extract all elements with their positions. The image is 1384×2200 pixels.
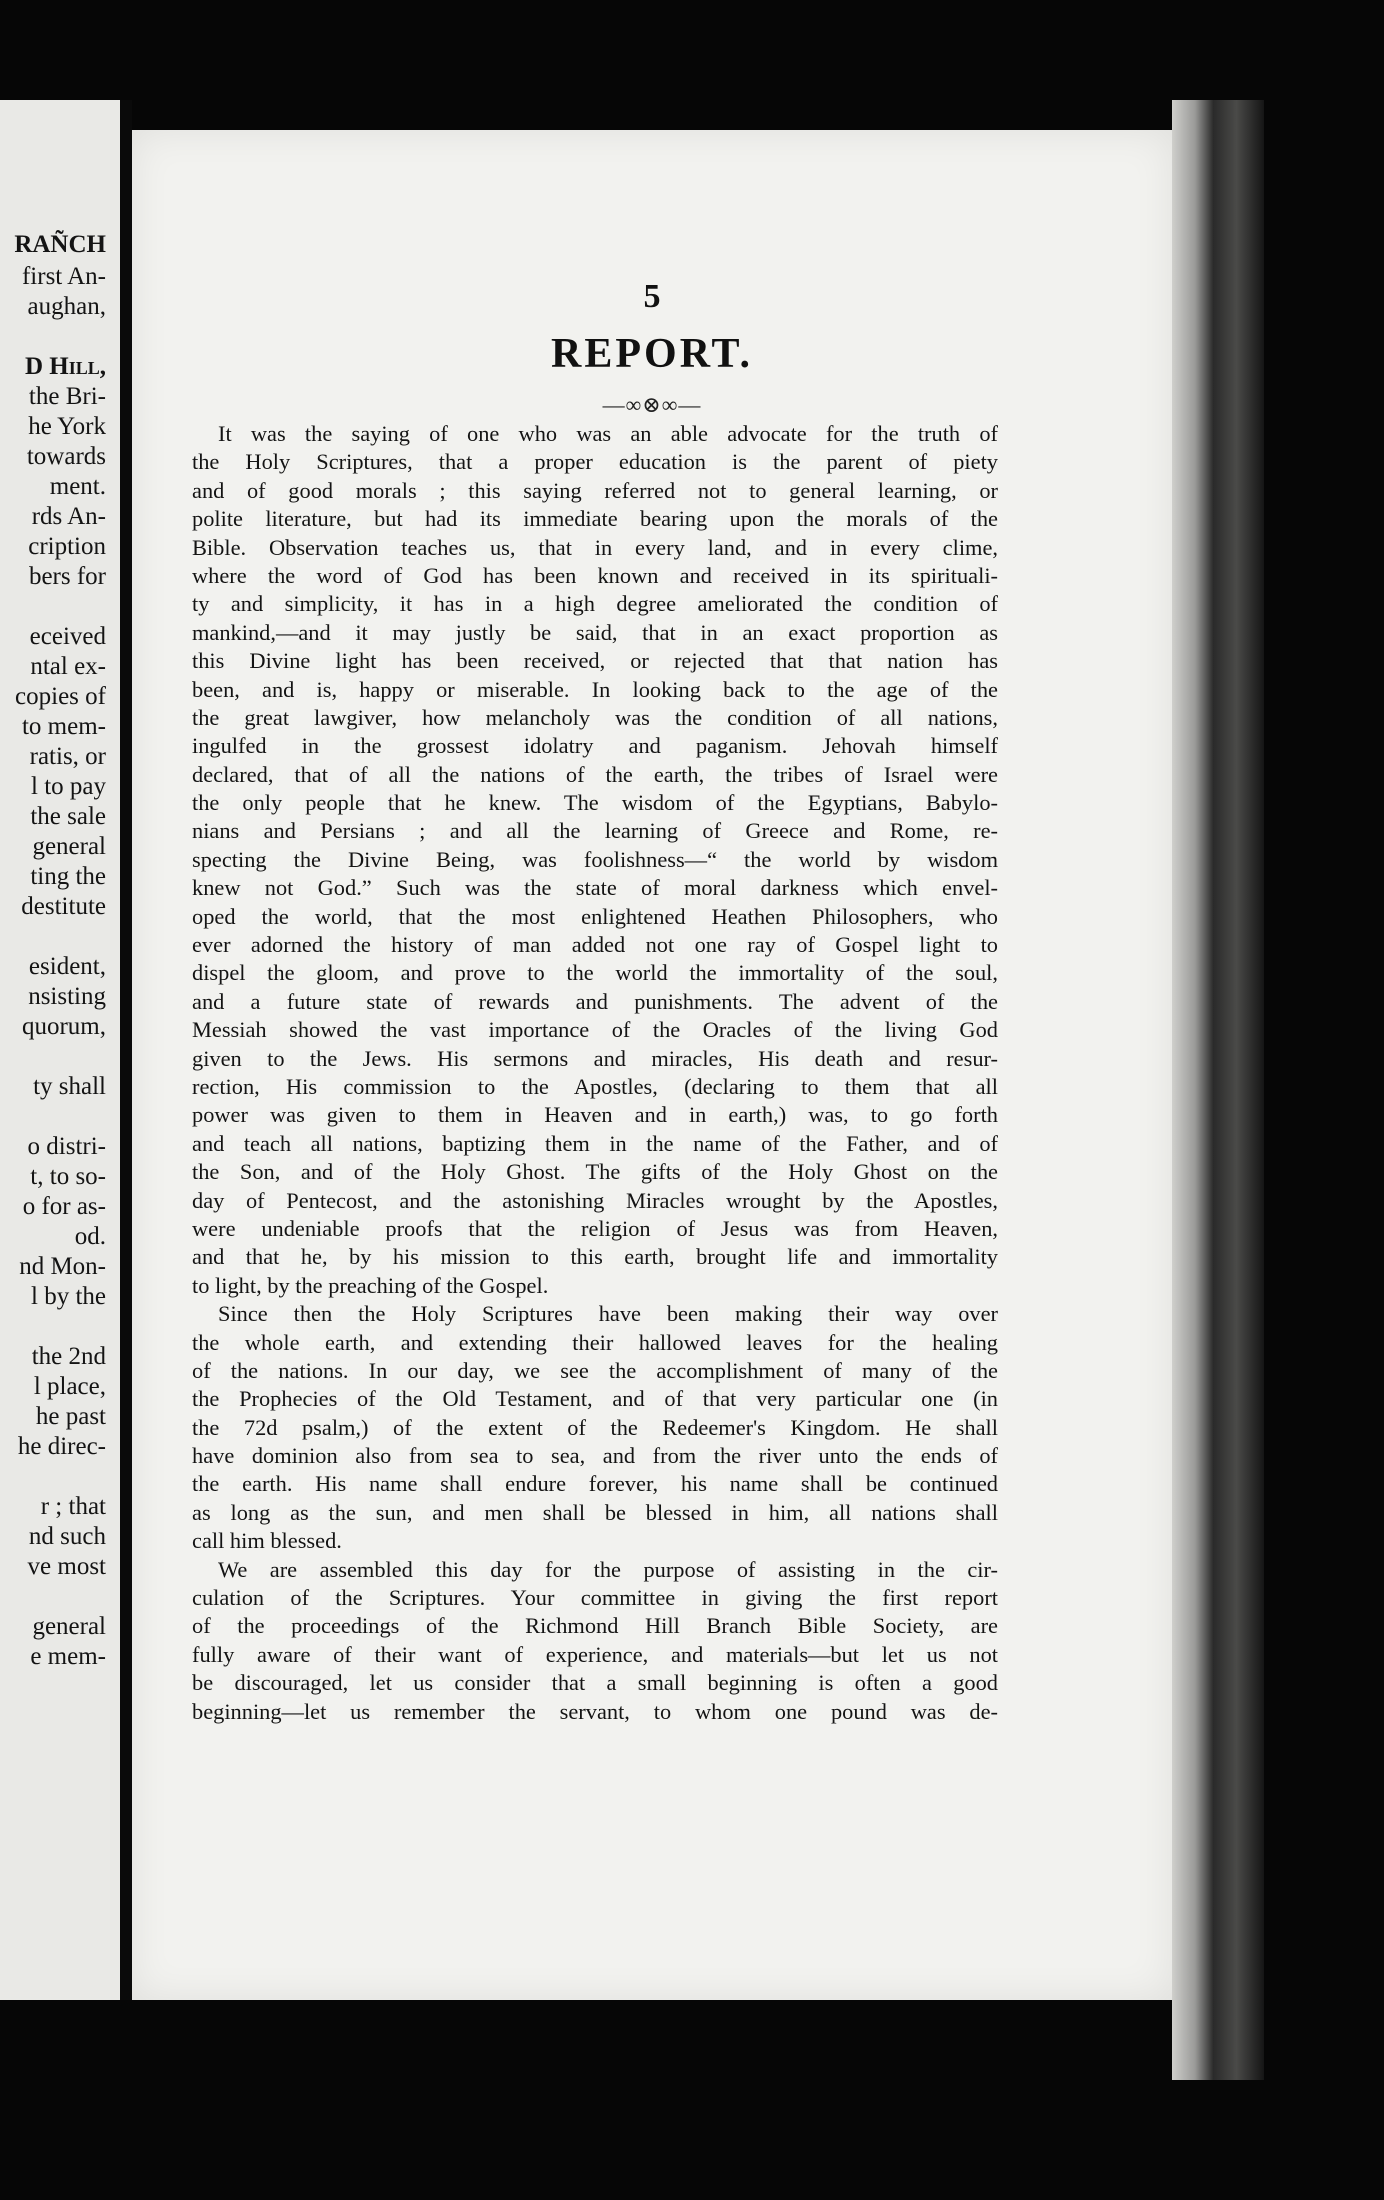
facing-page-text-fragment: he direc- xyxy=(17,1433,106,1460)
facing-page-text-fragment: r ; that xyxy=(40,1493,106,1520)
facing-page-text-fragment: he York xyxy=(28,413,106,440)
text-line: ingulfed in the grossest idolatry and paganism. Jehovah himself xyxy=(192,733,998,759)
ornament-divider: —∞⊗∞— xyxy=(602,392,702,417)
facing-page-text-fragment: l by the xyxy=(31,1283,106,1310)
text-line: the 72d psalm,) of the extent of the Redeemer's Kingdom. He shall xyxy=(192,1414,998,1440)
text-line: dispel the gloom, and prove to the world the immortality of the soul, xyxy=(192,960,998,986)
text-line: and that he, by his mission to this earth, brought life and immortality xyxy=(192,1244,998,1270)
text-line: this Divine light has been received, or rejected that that nation has xyxy=(192,648,998,674)
facing-page-text-fragment: e mem- xyxy=(30,1643,106,1670)
text-line: Messiah showed the vast importance of the Oracles of the living God xyxy=(192,1017,998,1043)
text-line: the earth. His name shall endure forever, his name shall be continued xyxy=(192,1471,998,1497)
facing-page-text-fragment: general xyxy=(32,1613,106,1640)
facing-page-text-fragment: od. xyxy=(74,1223,106,1250)
text-line: were undeniable proofs that the religion of Jesus was from Heaven, xyxy=(192,1215,998,1241)
facing-page-text-fragment: the 2nd xyxy=(31,1343,106,1370)
facing-page-text-fragment: t, to so- xyxy=(30,1163,106,1190)
text-line: and of good morals ; this saying referred not to general learning, or xyxy=(192,477,998,503)
document-page xyxy=(132,130,1172,2000)
facing-page-text-fragment: l to pay xyxy=(31,773,106,800)
facing-page-text-fragment: ty shall xyxy=(33,1073,106,1100)
facing-page-text-fragment: to mem- xyxy=(21,713,106,740)
text-line: Since then the Holy Scriptures have been making their way over xyxy=(218,1301,998,1327)
page-number: 5 xyxy=(643,278,661,315)
book-edge xyxy=(1172,100,1264,2080)
facing-page-text-fragment: aughan, xyxy=(27,293,106,320)
facing-page-text-fragment: the Bri- xyxy=(28,383,106,410)
text-line: be discouraged, let us consider that a small beginning is often a good xyxy=(192,1670,998,1696)
facing-page-text-fragment: nd such xyxy=(28,1523,106,1550)
report-heading: REPORT. xyxy=(551,331,753,377)
facing-page-text-fragment: bers for xyxy=(28,563,106,590)
facing-page-text-fragment: copies of xyxy=(15,683,106,710)
facing-page-text-fragment: the sale xyxy=(30,803,106,830)
facing-page-text-fragment: ting the xyxy=(30,863,106,890)
facing-page-text-fragment: l place, xyxy=(33,1373,106,1400)
text-line: the only people that he knew. The wisdom of the Egyptians, Babylo- xyxy=(192,790,998,816)
facing-page-text-fragment: o for as- xyxy=(22,1193,106,1220)
facing-page-text-fragment: nsisting xyxy=(28,983,106,1010)
text-line: Bible. Observation teaches us, that in every land, and in every clime, xyxy=(192,534,998,560)
text-line: have dominion also from sea to sea, and from the river unto the ends of xyxy=(192,1443,998,1469)
facing-page-text-fragment: general xyxy=(32,833,106,860)
text-line: specting the Divine Being, was foolishness—“ the world by wisdom xyxy=(192,846,998,872)
text-line: the great lawgiver, how melancholy was the condition of all nations, xyxy=(192,704,998,730)
text-line: day of Pentecost, and the astonishing Miracles wrought by the Apostles, xyxy=(192,1187,998,1213)
text-line: ever adorned the history of man added not one ray of Gospel light to xyxy=(192,932,998,958)
text-line: mankind,—and it may justly be said, that in an exact proportion as xyxy=(192,619,998,645)
facing-page-text-fragment: cription xyxy=(28,533,106,560)
text-line: oped the world, that the most enlightened Heathen Philosophers, who xyxy=(192,903,998,929)
facing-page-text-fragment: ment. xyxy=(49,473,106,500)
text-line: We are assembled this day for the purpose of assisting in the cir- xyxy=(218,1556,998,1582)
text-line: declared, that of all the nations of the earth, the tribes of Israel were xyxy=(192,761,998,787)
facing-page-text-fragment: quorum, xyxy=(21,1013,106,1040)
text-line: where the word of God has been known and received in its spirituali- xyxy=(192,562,998,588)
text-line: given to the Jews. His sermons and miracles, His death and resur- xyxy=(192,1045,998,1071)
facing-page-text-fragment: ratis, or xyxy=(29,743,106,770)
text-line: of the proceedings of the Richmond Hill Branch Bible Society, are xyxy=(192,1613,998,1639)
text-line: It was the saying of one who was an able advocate for the truth of xyxy=(218,421,998,446)
facing-page-fragment xyxy=(0,100,120,2000)
text-line: nians and Persians ; and all the learning of Greece and Rome, re- xyxy=(192,818,998,844)
text-line: beginning—let us remember the servant, to whom one pound was de- xyxy=(192,1698,998,1724)
text-line: the Son, and of the Holy Ghost. The gifts of the Holy Ghost on the xyxy=(192,1159,998,1185)
facing-page-text-fragment: he past xyxy=(35,1403,106,1430)
facing-page-text-fragment: towards xyxy=(26,443,106,470)
text-line: ty and simplicity, it has in a high degree ameliorated the condition of xyxy=(192,591,998,617)
text-line: been, and is, happy or miserable. In looking back to the age of the xyxy=(192,676,998,702)
text-line: polite literature, but had its immediate bearing upon the morals of the xyxy=(192,506,998,532)
gutter-rule xyxy=(120,100,132,2000)
facing-page-text-fragment: D Hill, xyxy=(24,353,106,380)
facing-page-text-fragment: nd Mon- xyxy=(19,1253,106,1280)
facing-page-text-fragment: RAÑCH xyxy=(14,231,106,258)
text-line: and a future state of rewards and punishments. The advent of the xyxy=(192,988,998,1014)
text-line: the Prophecies of the Old Testament, and of that very particular one (in xyxy=(192,1386,998,1412)
text-line: the Holy Scriptures, that a proper education is the parent of piety xyxy=(192,449,998,475)
facing-page-text-fragment: first An- xyxy=(21,263,106,290)
text-line: of the nations. In our day, we see the accomplishment of many of the xyxy=(192,1357,998,1383)
text-line: and teach all nations, baptizing them in the name of the Father, and of xyxy=(192,1130,998,1156)
facing-page-text-fragment: rds An- xyxy=(31,503,106,530)
text-line: to light, by the preaching of the Gospel. xyxy=(192,1272,549,1298)
text-line: the whole earth, and extending their hallowed leaves for the healing xyxy=(192,1329,998,1355)
text-line: fully aware of their want of experience, and materials—but let us not xyxy=(192,1641,998,1667)
text-line: culation of the Scriptures. Your committee in giving the first report xyxy=(192,1585,998,1611)
facing-page-text-fragment: o distri- xyxy=(27,1133,106,1160)
facing-page-text-fragment: destitute xyxy=(21,893,106,920)
text-line: call him blessed. xyxy=(192,1528,342,1554)
text-line: rection, His commission to the Apostles, (declaring to them that all xyxy=(192,1073,998,1099)
facing-page-text-fragment: ve most xyxy=(27,1553,106,1580)
text-line: power was given to them in Heaven and in earth,) was, to go forth xyxy=(192,1102,998,1128)
text-line: as long as the sun, and men shall be blessed in him, all nations shall xyxy=(192,1499,998,1525)
facing-page-text-fragment: ntal ex- xyxy=(30,653,106,680)
facing-page-text-fragment: eceived xyxy=(29,623,106,650)
report-body xyxy=(192,420,998,1726)
facing-page-text-fragment: esident, xyxy=(28,953,106,980)
text-line: knew not God.” Such was the state of moral darkness which envel- xyxy=(192,875,998,901)
